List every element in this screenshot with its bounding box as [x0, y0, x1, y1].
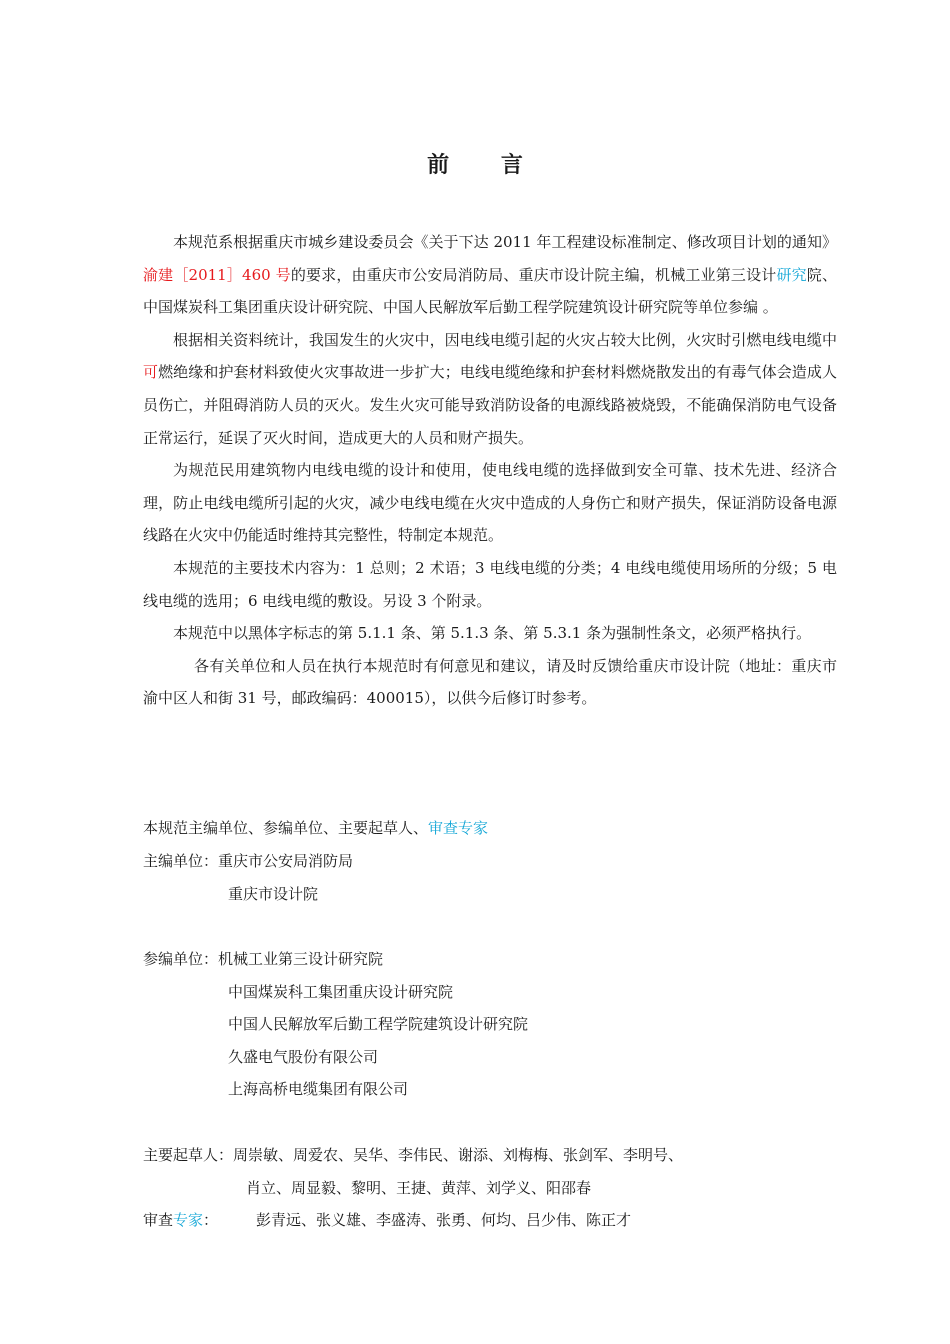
drafters — [143, 1139, 683, 1204]
paragraph-1-text-a: 本规范系根据重庆市城乡建设委员会《关于下达 2011 年工程建设标准制定、修改项目计划的通知》 — [173, 233, 837, 251]
paragraph-2-text-a: 根据相关资料统计，我国发生的火灾中，因电线电缆引起的火灾占较大比例，火灾时引燃电线电缆中 — [173, 330, 837, 349]
paragraph-3: 为规范民用建筑物内电线电缆的设计和使用，使电线电缆的选择做到安全可靠、技术先进、经济合理，防止电线电缆所引起的火灾，减少电线电缆在火灾中造成的人身伤亡和财产损失，保证消防设备电源线路在火灾中仍能适时维持其完整性，特制定本规范。 — [143, 461, 837, 545]
participating-unit-item: 上海高桥电缆集团有限公司 — [228, 1080, 409, 1099]
participating-unit-item: 机械工业第三设计研究院 — [218, 950, 384, 968]
participating-unit-item: 久盛电气股份有限公司 — [228, 1047, 379, 1066]
highlight-research: 研究 — [776, 265, 807, 284]
paragraph-1 — [143, 226, 837, 324]
paragraph-1-text-c: 院、中国煤炭科工集团重庆设计研究院、中国人民解放军后勤工程学院建筑设计研究院等单位参编 。 — [143, 265, 837, 317]
chief-unit-item: 重庆市公安局消防局 — [218, 852, 354, 870]
units-heading — [143, 812, 488, 845]
paragraph-4: 本规范的主要技术内容为：1 总则；2 术语；3 电线电缆的分类；4 电线电缆使用场所的分级；5 电线电缆的选用；6 电线电缆的敷设。另设 3 个附录。 — [143, 558, 837, 610]
drafters-names-line-2: 肖立、周显毅、黎明、王捷、黄萍、刘学义、阳邵春 — [246, 1178, 592, 1197]
page-title: 前 言 — [427, 152, 545, 178]
participating-unit-item: 中国煤炭科工集团重庆设计研究院 — [228, 982, 454, 1001]
participating-unit-item: 中国人民解放军后勤工程学院建筑设计研究院 — [228, 1015, 529, 1034]
paragraph-6: 各有关单位和人员在执行本规范时有何意见和建议，请及时反馈给重庆市设计院（地址：重庆市渝中区人和街 31 号，邮政编码：400015），以供今后修订时参考。 — [143, 656, 837, 708]
reviewers-label-colon: ： — [203, 1211, 219, 1229]
chief-units-label: 主编单位： — [143, 852, 219, 870]
participating-units-label: 参编单位： — [143, 950, 219, 968]
paragraph-2 — [143, 324, 837, 454]
participating-units — [143, 943, 528, 1106]
units-heading-text: 本规范主编单位、参编单位、主要起草人、 — [143, 819, 429, 837]
preface-body — [143, 226, 837, 715]
reviewers — [143, 1204, 631, 1237]
highlight-flammable: 可 — [143, 363, 159, 382]
drafters-names-line-1: 周崇敏、周爱农、吴华、李伟民、谢添、刘梅梅、张剑军、李明号、 — [233, 1146, 684, 1164]
reviewers-label-highlight: 专家 — [173, 1211, 204, 1229]
reviewers-names: 彭青远、张义雄、李盛涛、张勇、何均、吕少伟、陈正才 — [256, 1211, 632, 1229]
chief-units — [143, 845, 353, 910]
paragraph-1-text-b: 的要求，由重庆市公安局消防局、重庆市设计院主编，机械工业第三设计 — [290, 265, 777, 284]
units-heading-highlight: 审查专家 — [428, 819, 489, 837]
paragraph-5: 本规范中以黑体字标志的第 5.1.1 条、第 5.1.3 条、第 5.3.1 条为强制性条文，必须严格执行。 — [173, 624, 812, 643]
document-number: 渝建［2011］460 号 — [143, 265, 291, 284]
drafters-label: 主要起草人： — [143, 1146, 234, 1164]
paragraph-2-text-b: 燃绝缘和护套材料致使火灾事故进一步扩大；电线电缆绝缘和护套材料燃烧散发出的有毒气体会造成人员伤亡，并阻碍消防人员的灭火。发生火灾可能导致消防设备的电源线路被烧毁，不能确保消防电气设备正常运行，延误了灭火时间，造成更大的人员和财产损失。 — [143, 363, 837, 447]
reviewers-label-a: 审查 — [143, 1211, 174, 1229]
chief-unit-item: 重庆市设计院 — [228, 884, 319, 903]
